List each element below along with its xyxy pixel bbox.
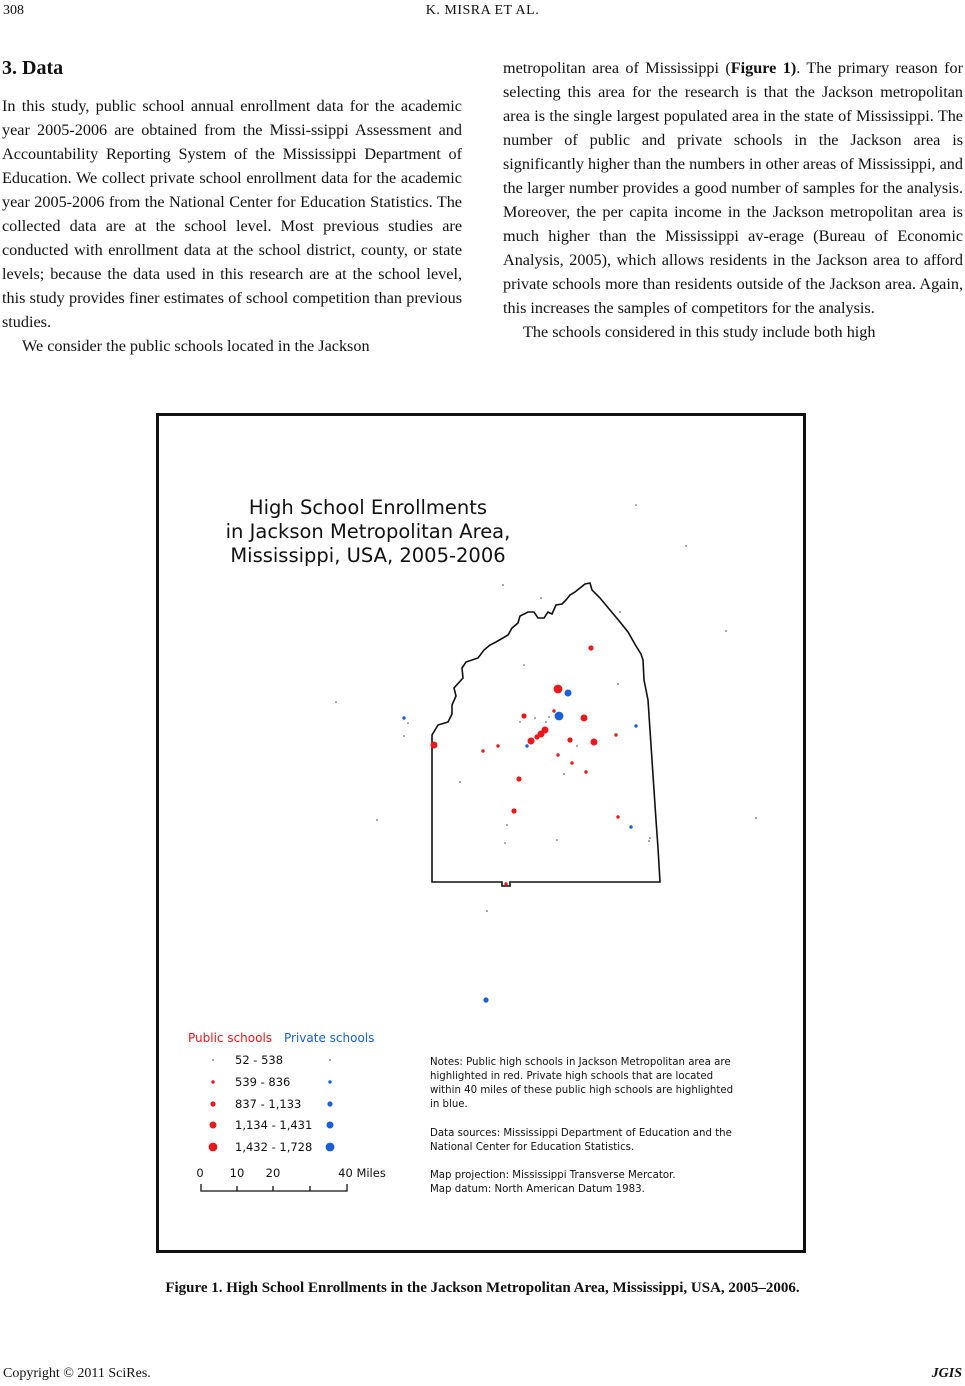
private-school-marker bbox=[648, 840, 650, 842]
private-school-marker bbox=[483, 997, 488, 1002]
legend-private-symbol bbox=[327, 1101, 332, 1106]
projection-line: Map projection: Mississippi Transverse Mercator. bbox=[430, 1170, 676, 1181]
public-school-marker bbox=[431, 742, 438, 749]
private-school-marker bbox=[563, 773, 565, 775]
section-heading: 3. Data bbox=[2, 57, 64, 79]
legend-private-symbol bbox=[326, 1143, 335, 1152]
private-school-marker bbox=[525, 744, 528, 747]
footer-journal: JGIS bbox=[931, 1366, 962, 1381]
public-school-marker bbox=[506, 824, 508, 826]
private-school-marker bbox=[403, 735, 405, 737]
scale-bar-line bbox=[201, 1184, 347, 1191]
private-school-marker bbox=[619, 611, 621, 613]
private-school-marker bbox=[402, 716, 405, 719]
legend-public-symbol bbox=[209, 1143, 218, 1152]
legend-class-label: 539 - 836 bbox=[235, 1075, 291, 1089]
map-canvas bbox=[159, 416, 803, 1250]
paragraph: We consider the public schools located in the Jackson bbox=[22, 337, 370, 355]
private-school-marker bbox=[635, 504, 637, 506]
left-column bbox=[2, 56, 462, 358]
private-school-marker bbox=[634, 724, 637, 727]
private-school-marker bbox=[565, 690, 572, 697]
legend-public-symbol bbox=[210, 1101, 215, 1106]
private-school-marker bbox=[556, 839, 558, 841]
private-school-marker bbox=[523, 664, 525, 666]
public-school-marker bbox=[534, 734, 539, 739]
private-school-marker bbox=[540, 597, 542, 599]
private-school-marker bbox=[504, 842, 506, 844]
right-column bbox=[503, 56, 963, 344]
public-school-marker bbox=[570, 761, 573, 764]
metro-boundary bbox=[432, 583, 660, 886]
private-school-marker bbox=[502, 584, 504, 586]
paragraph-text: . The primary reason for selecting this area for the research is that the Jackson metropolitan area is the single largest populated area in the state of Mississippi. The number of public and private schools in the Jackson area is significantly higher than the numbers in other areas of Mississippi, and the larger number provides a good number of samples for the analysis. Moreover, the per capita income in the Jackson metropolitan area is much higher than the Mississippi av-erage (Bureau of Economic Analysis, 2005), which allows residents in the Jackson area to afford private schools more than residents outside of the Jackson area. Again, this increases the samples of competitors for the analysis. bbox=[503, 59, 963, 317]
public-school-marker bbox=[511, 808, 516, 813]
map-title-line: Mississippi, USA, 2005-2006 bbox=[230, 544, 506, 567]
legend-class-label: 1,134 - 1,431 bbox=[235, 1118, 313, 1132]
public-school-marker bbox=[481, 749, 484, 752]
private-school-marker bbox=[649, 837, 651, 839]
running-head-authors: K. MISRA ET AL. bbox=[425, 3, 540, 18]
private-school-marker bbox=[555, 712, 564, 721]
private-school-marker bbox=[534, 717, 536, 719]
scale-label: 10 bbox=[229, 1166, 245, 1180]
private-school-marker bbox=[335, 701, 337, 703]
public-school-marker bbox=[588, 645, 593, 650]
scale-label: 40 Miles bbox=[338, 1166, 386, 1180]
map-notes bbox=[430, 1057, 733, 1195]
public-school-marker bbox=[521, 713, 526, 718]
page-number: 308 bbox=[3, 3, 24, 18]
public-school-marker bbox=[584, 770, 587, 773]
private-school-marker bbox=[685, 545, 687, 547]
figure-map bbox=[156, 413, 806, 1253]
schools-layer bbox=[335, 504, 757, 1002]
public-school-marker bbox=[552, 709, 555, 712]
notes-line: in blue. bbox=[430, 1099, 468, 1110]
scale-label: 20 bbox=[265, 1166, 281, 1180]
public-school-marker bbox=[548, 716, 550, 718]
legend-public-symbol bbox=[210, 1122, 217, 1129]
map-title-line: High School Enrollments bbox=[248, 496, 488, 519]
notes-line: within 40 miles of these public high schools are highlighted bbox=[430, 1085, 734, 1096]
public-school-marker bbox=[614, 733, 617, 736]
private-school-marker bbox=[755, 817, 757, 819]
paragraph: In this study, public school annual enrollment data for the academic year 2005-2006 are obtained from the Missi-ssippi Assessment and Accountability Reporting System of the Mississippi Department of Education. We collect private school enrollment data for the academic year 2005-2006 from the National Center for Education Statistics. The collected data are at the school level. Most previous studies are conducted with enrollment data at the school district, county, or state levels; because the data used in this research are at the school level, this study provides finer estimates of school competition than previous studies. bbox=[2, 97, 462, 331]
paragraph-text: metropolitan area of Mississippi ( bbox=[503, 59, 731, 77]
legend-public-label: Public schools bbox=[188, 1031, 273, 1045]
public-school-marker bbox=[556, 753, 559, 756]
map-title-line: in Jackson Metropolitan Area, bbox=[225, 520, 511, 543]
sources-line: Data sources: Mississippi Department of Education and the bbox=[430, 1128, 732, 1139]
public-school-marker bbox=[581, 715, 588, 722]
public-school-marker bbox=[496, 744, 499, 747]
legend-public-symbol bbox=[212, 1059, 214, 1061]
legend-private-symbol bbox=[327, 1122, 334, 1129]
legend-private-symbol bbox=[328, 1080, 331, 1083]
legend-private-label: Private schools bbox=[284, 1031, 375, 1045]
legend bbox=[188, 1031, 374, 1154]
footer-copyright: Copyright © 2011 SciRes. bbox=[3, 1366, 151, 1381]
private-school-marker bbox=[725, 630, 727, 632]
private-school-marker bbox=[407, 722, 409, 724]
private-school-marker bbox=[486, 910, 488, 912]
public-school-marker bbox=[554, 685, 563, 694]
public-school-marker bbox=[528, 738, 535, 745]
map-title bbox=[226, 496, 511, 567]
legend-class-label: 52 - 538 bbox=[235, 1053, 284, 1067]
legend-class-label: 1,432 - 1,728 bbox=[235, 1140, 313, 1154]
public-school-marker bbox=[504, 882, 507, 885]
public-school-marker bbox=[616, 815, 619, 818]
paragraph bbox=[503, 56, 963, 320]
public-school-marker bbox=[567, 737, 572, 742]
private-school-marker bbox=[617, 683, 619, 685]
private-school-marker bbox=[545, 721, 547, 723]
scale-bar bbox=[196, 1166, 386, 1191]
public-school-marker bbox=[516, 776, 521, 781]
private-school-marker bbox=[576, 745, 578, 747]
legend-class-label: 837 - 1,133 bbox=[235, 1097, 302, 1111]
public-school-marker bbox=[591, 739, 598, 746]
notes-line: Notes: Public high schools in Jackson Metropolitan area are bbox=[430, 1057, 731, 1068]
paragraph: The schools considered in this study include both high bbox=[523, 323, 876, 341]
running-head bbox=[0, 0, 965, 24]
sources-line: National Center for Education Statistics. bbox=[430, 1142, 635, 1153]
private-school-marker bbox=[629, 825, 632, 828]
public-school-marker bbox=[459, 781, 461, 783]
figure-reference[interactable]: Figure 1) bbox=[730, 59, 797, 77]
projection-line: Map datum: North American Datum 1983. bbox=[430, 1184, 645, 1195]
public-school-marker bbox=[519, 721, 521, 723]
notes-line: highlighted in red. Private high schools that are located bbox=[430, 1071, 714, 1082]
figure-caption: Figure 1. High School Enrollments in the Jackson Metropolitan Area, Mississippi, USA, 2005–2006. bbox=[165, 1280, 800, 1296]
legend-public-symbol bbox=[211, 1080, 214, 1083]
legend-private-symbol bbox=[329, 1059, 331, 1061]
private-school-marker bbox=[376, 819, 378, 821]
scale-label: 0 bbox=[196, 1166, 204, 1180]
